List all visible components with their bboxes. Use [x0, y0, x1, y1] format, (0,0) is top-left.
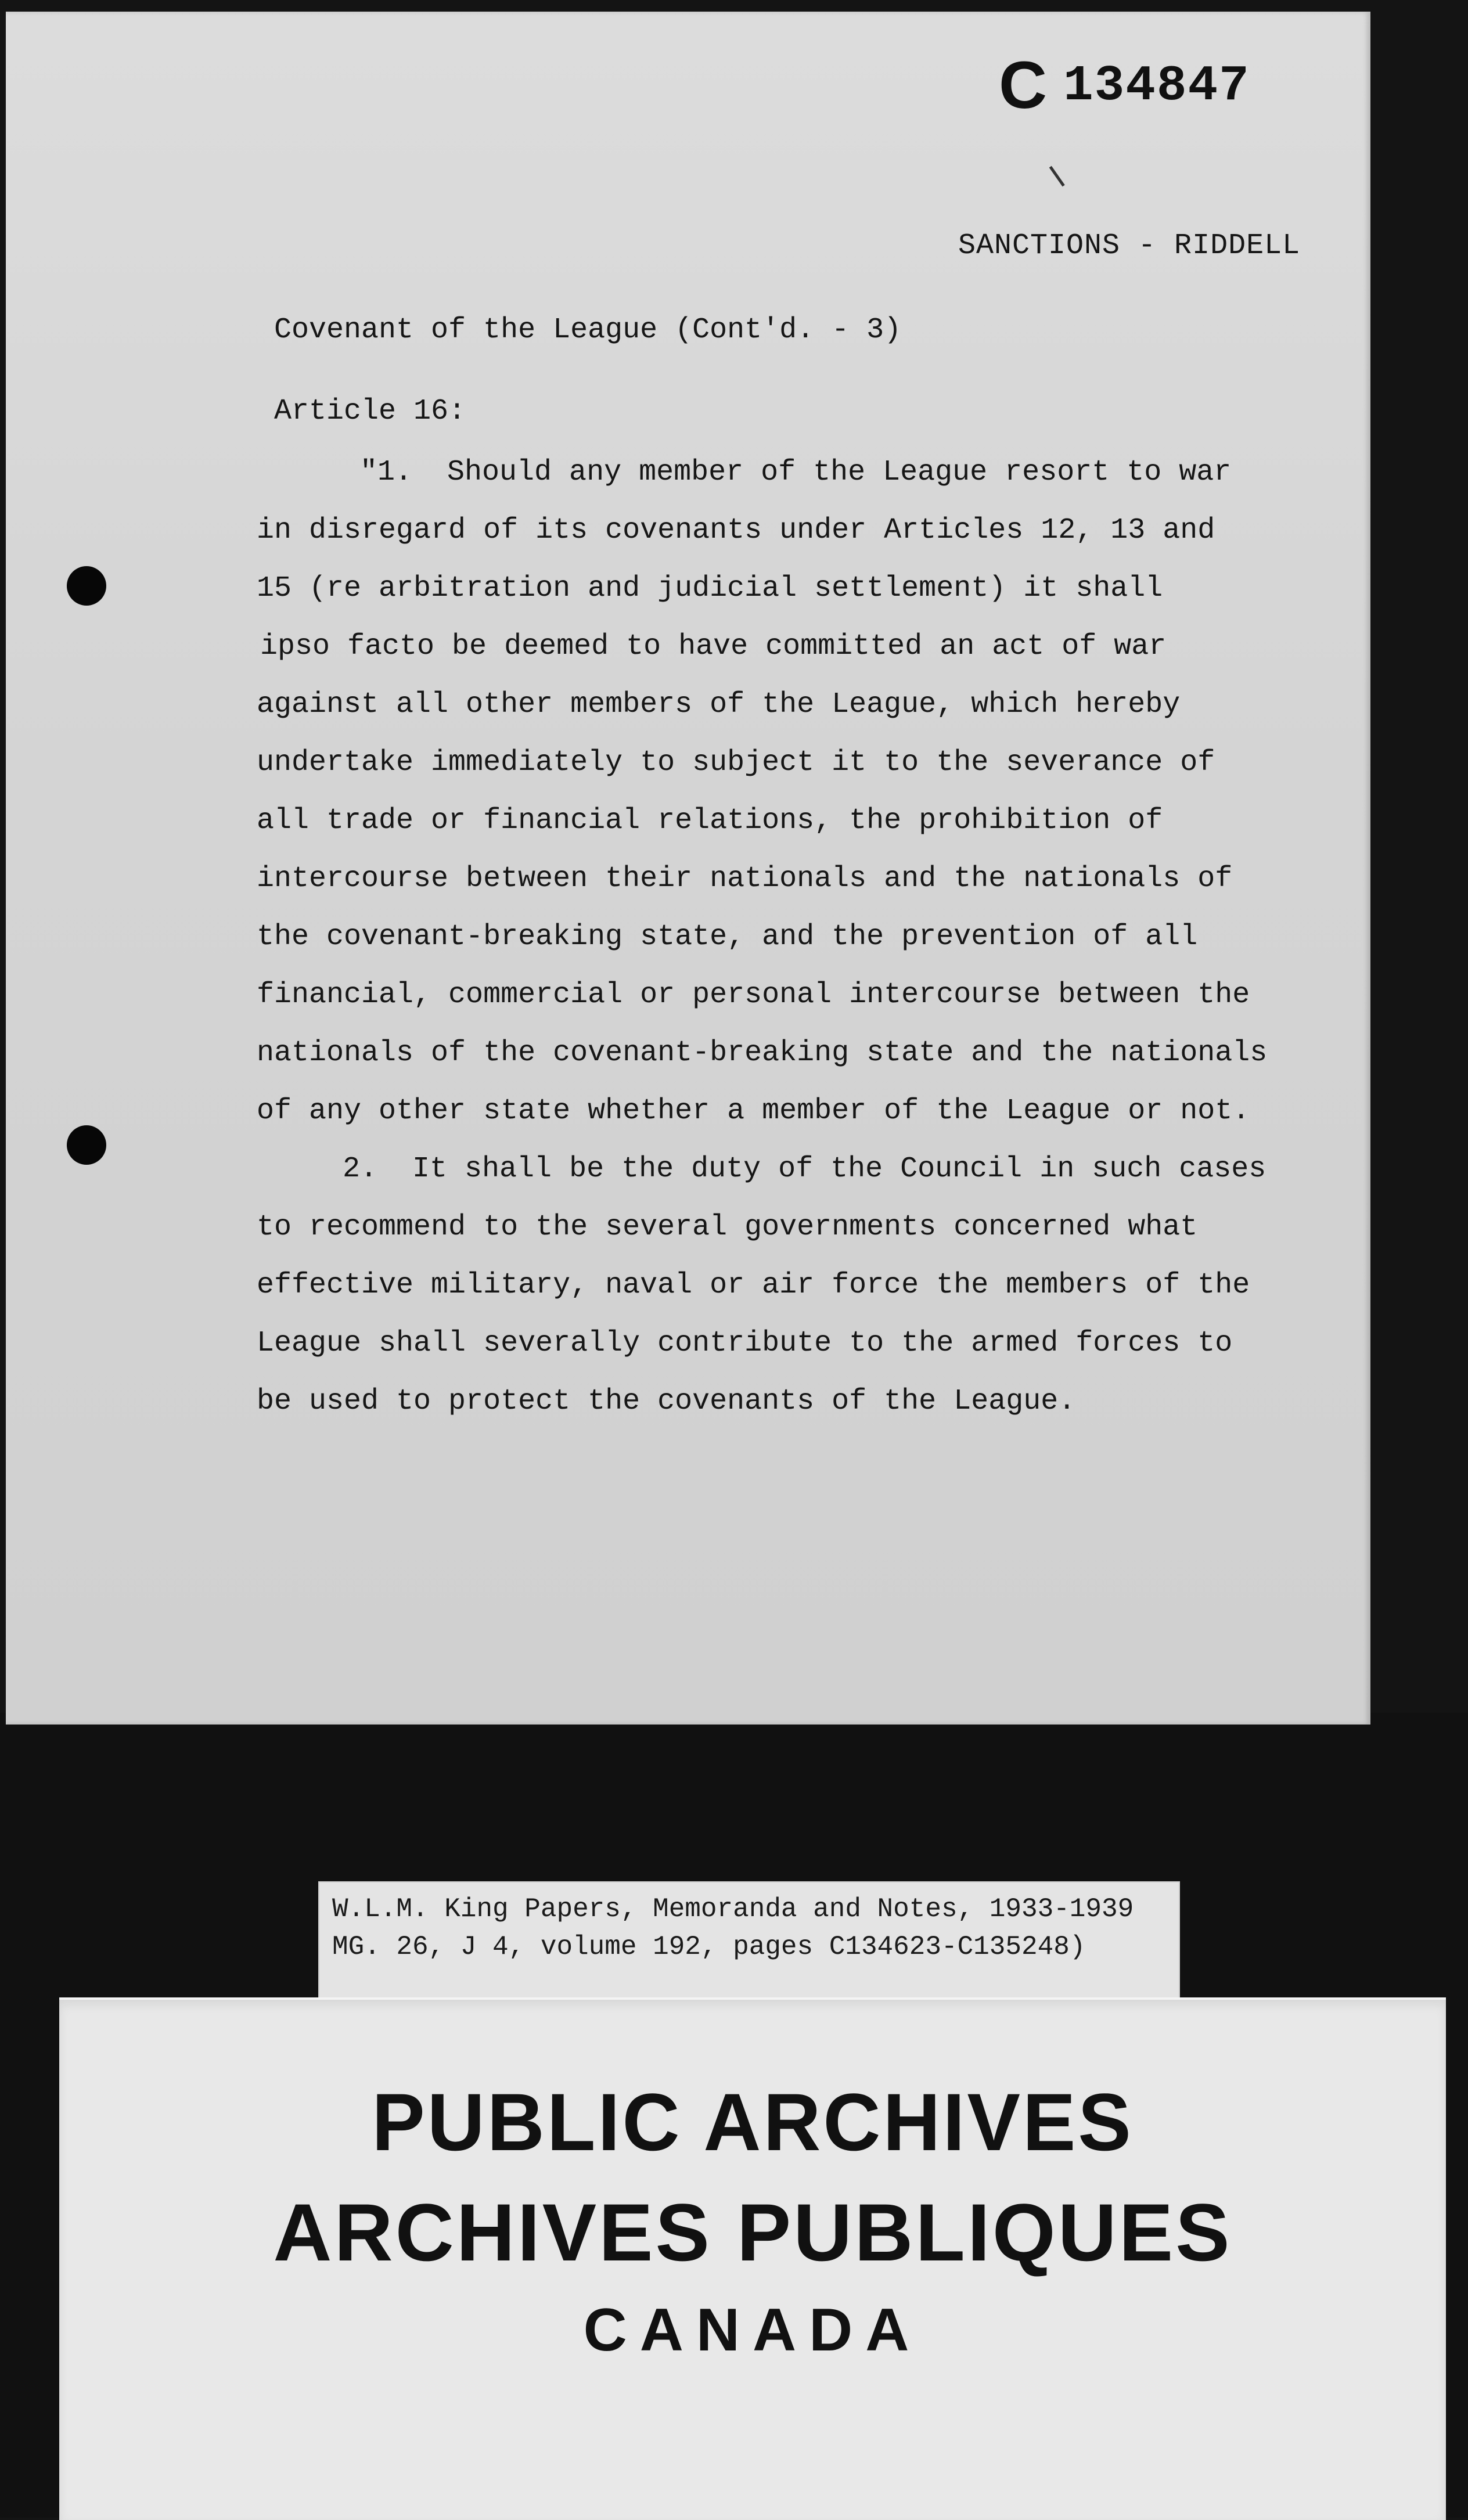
document-id-stamp [999, 48, 1250, 123]
label-line-2: MG. 26, J 4, volume 192, pages C134623-C135248) [332, 1932, 1086, 1962]
card-line-canada: CANADA [583, 2296, 922, 2364]
archives-card [59, 1997, 1446, 2520]
body-line: intercourse between their nationals and the nationals of [257, 862, 1233, 895]
document-subtitle: Covenant of the League (Cont'd. - 3) [274, 314, 902, 347]
document-mark: C [999, 48, 1048, 123]
body-line: 2. It shall be the duty of the Council in such cases [343, 1153, 1266, 1186]
body-line: all trade or financial relations, the prohibition of [257, 804, 1163, 837]
body-line: ipso facto be deemed to have committed an act of war [260, 630, 1167, 663]
punch-hole [67, 1125, 106, 1165]
body-line: to recommend to the several governments concerned what [257, 1211, 1198, 1244]
body-line: undertake immediately to subject it to the severance of [257, 746, 1215, 779]
body-line: of any other state whether a member of the League or not. [257, 1095, 1250, 1128]
typed-document-page [6, 12, 1370, 1725]
body-line: nationals of the covenant-breaking state and the nationals [257, 1036, 1268, 1070]
body-line: 15 (re arbitration and judicial settlement) it shall [257, 572, 1163, 605]
body-line: be used to protect the covenants of the League. [257, 1385, 1076, 1418]
body-line: in disregard of its covenants under Articles 12, 13 and [257, 514, 1215, 547]
body-line: the covenant-breaking state, and the prevention of all [257, 920, 1198, 953]
label-line-1: W.L.M. King Papers, Memoranda and Notes, 1933-1939 [332, 1894, 1134, 1924]
card-line-public-archives: PUBLIC ARCHIVES [372, 2076, 1134, 2168]
punch-hole [67, 566, 106, 606]
document-number: 134847 [1063, 57, 1250, 114]
body-line: League shall severally contribute to the armed forces to [257, 1327, 1233, 1360]
header-tag: SANCTIONS - RIDDELL [958, 229, 1301, 262]
body-line: financial, commercial or personal intercourse between the [257, 978, 1250, 1011]
body-line: "1. Should any member of the League resort to war [360, 456, 1232, 489]
card-line-archives-publiques: ARCHIVES PUBLIQUES [273, 2187, 1232, 2278]
body-line: against all other members of the League, which hereby [257, 688, 1181, 721]
body-line: effective military, naval or air force the members of the [257, 1269, 1250, 1302]
article-heading: Article 16: [274, 395, 466, 428]
pencil-tick-mark [1049, 156, 1080, 187]
archive-reference-label [318, 1881, 1180, 2000]
